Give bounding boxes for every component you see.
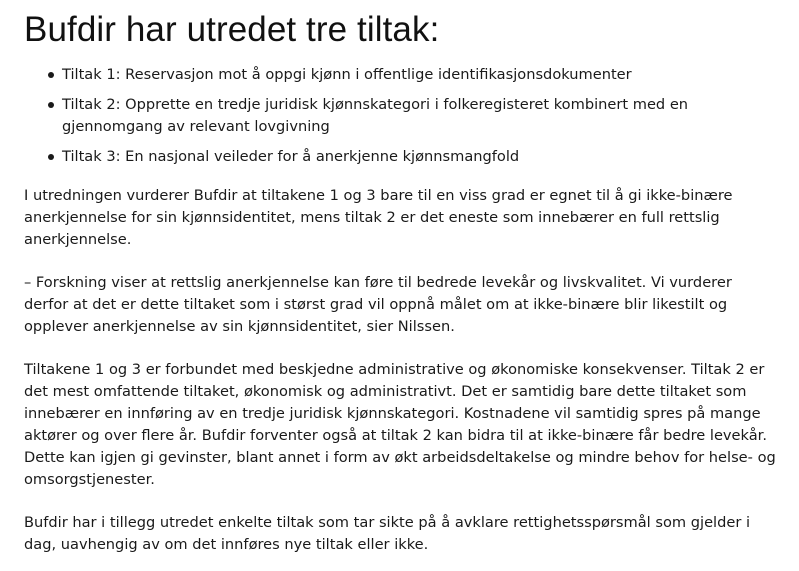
measures-list — [24, 64, 777, 168]
paragraph-consequences: Tiltakene 1 og 3 er forbundet med beskjedne administrative og økonomiske konsekvenser. Tiltak 2 er det mest omfattende tiltaket, økonomisk og administrativt. Det er samtidig bare dette tiltaket som innebærer en innføring av en tredje juridisk kjønnskategori. Kostnadene vil samtidig spres på mange aktører og over flere år. Bufdir forventer også at tiltak 2 kan bidra til at ikke-binære får bedre levekår. Dette kan igjen gi gevinster, blant annet i form av økt arbeidsdeltakelse og mindre behov for helse- og omsorgstjenester. — [24, 361, 776, 488]
paragraph-quote: – Forskning viser at rettslig anerkjennelse kan føre til bedrede levekår og livskvalitet. Vi vurderer derfor at det er dette tiltaket som i størst grad vil oppnå målet om at ikke-binære blir likestilt og opplever anerkjennelse av sin kjønnsidentitet, sier Nilssen. — [24, 274, 732, 335]
measure-item-1: Tiltak 1: Reservasjon mot å oppgi kjønn i offentlige identifikasjonsdokumenter — [62, 64, 777, 86]
measure-item-3: Tiltak 3: En nasjonal veileder for å anerkjenne kjønnsmangfold — [62, 146, 777, 168]
measure-item-2: Tiltak 2: Opprette en tredje juridisk kjønnskategori i folkeregisteret kombinert med en gjennomgang av relevant lovgivning — [62, 94, 777, 138]
paragraph-assessment: I utredningen vurderer Bufdir at tiltakene 1 og 3 bare til en viss grad er egnet til å gi ikke-binære anerkjennelse for sin kjønnsidentitet, mens tiltak 2 er det eneste som innebærer en full rettslig anerkjennelse. — [24, 187, 733, 248]
paragraph-additional: Bufdir har i tillegg utredet enkelte tiltak som tar sikte på å avklare rettighetsspørsmål som gjelder i dag, uavhengig av om det innføres nye tiltak eller ikke. — [24, 514, 751, 553]
article-heading: Bufdir har utredet tre tiltak: — [24, 10, 440, 49]
